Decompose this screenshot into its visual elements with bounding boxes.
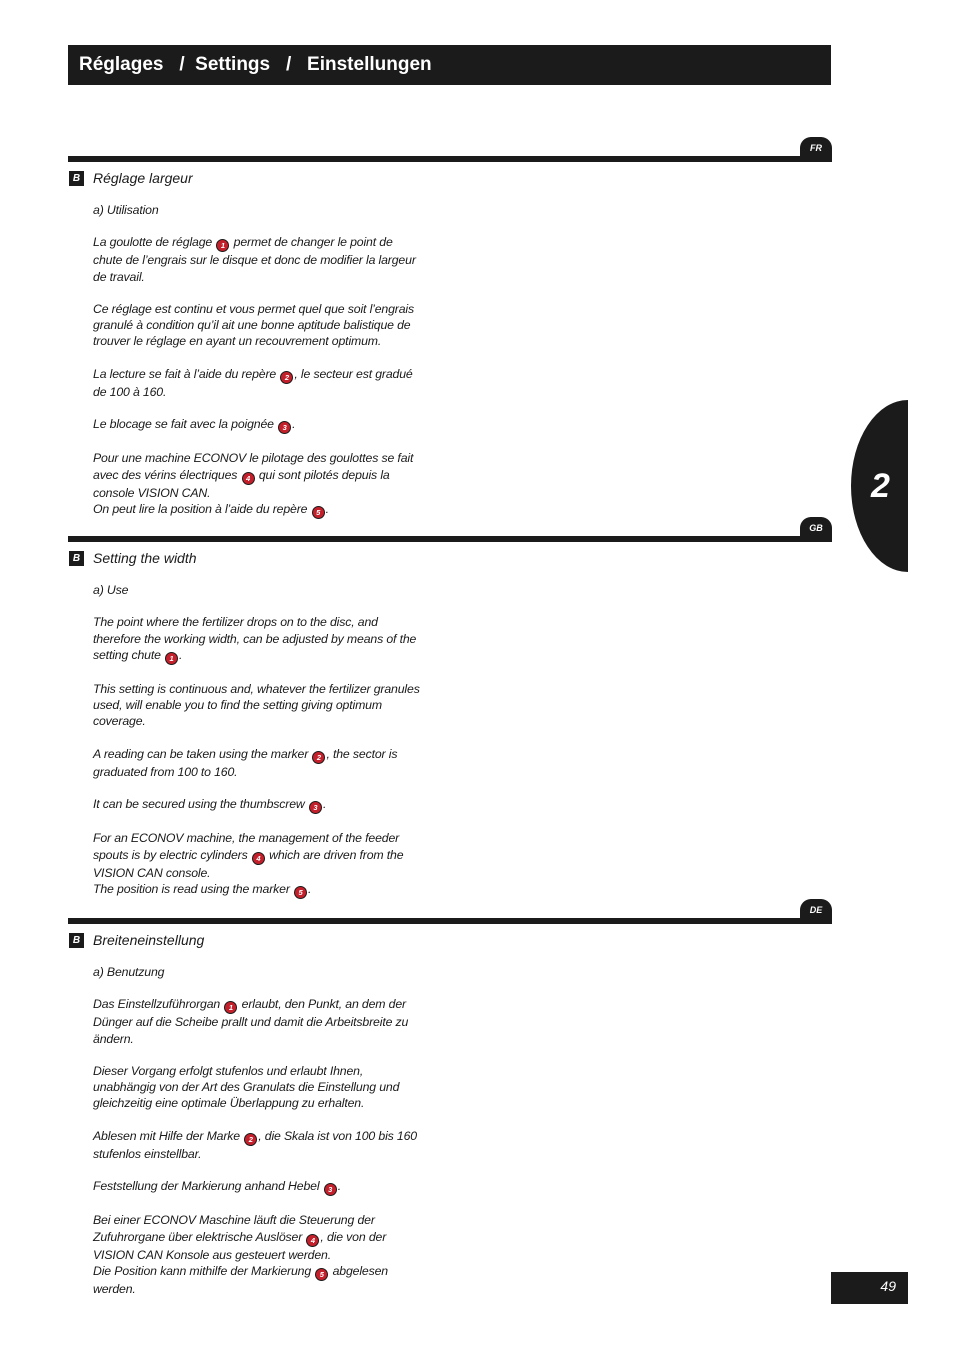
paragraph-text: .: [337, 1179, 341, 1194]
chapter-tab: 2: [851, 400, 908, 572]
callout-number-icon: 5: [294, 886, 307, 899]
section-marker-gb: B: [69, 551, 84, 566]
paragraph-text: .: [322, 797, 327, 812]
callout-number-icon: 2: [280, 371, 293, 384]
callout-number-icon: 2: [244, 1133, 257, 1146]
paragraph-text: erlaubt, den Punkt, an dem der Dünger auf die Scheibe prallt und damit die Arbeitsbreite zu ändern.: [93, 997, 409, 1046]
section-title-de: Breiteneinstellung: [93, 932, 205, 948]
paragraph-text: Dieser Vorgang erfolgt stufenlos und erlaubt Ihnen, unabhängig von der Art des Granulats die Einstellung und gleichzeitig eine optimale Überlappung zu erhalten.: [93, 1063, 400, 1111]
section-body-fr: [93, 202, 423, 519]
paragraph-text: Bei einer ECONOV Maschine läuft die Steuerung der Zufuhrorgane über elektrische Auslöser: [93, 1213, 375, 1244]
paragraph-text: abgelesen werden.: [93, 1263, 388, 1296]
paragraph: [93, 796, 423, 814]
paragraph-text: .: [308, 881, 312, 896]
callout-number-icon: 4: [252, 852, 265, 865]
paragraph-text: Ce réglage est continu et vous permet quel que soit l’engrais granulé à condition qu’il ait une bonne aptitude balistique de trouver le réglage en ayant un recouvrement optimum.: [93, 301, 415, 349]
page-header: Réglages / Settings / Einstellungen: [68, 45, 831, 85]
callout-number-icon: 1: [216, 239, 229, 252]
lang-tab-fr: FR: [800, 137, 832, 159]
callout-number-icon: 3: [278, 421, 291, 434]
paragraph-text: The position is read using the marker: [93, 881, 294, 896]
paragraph: [93, 1212, 423, 1297]
section-body-de: [93, 964, 423, 1297]
paragraph: [93, 234, 423, 284]
paragraph: [93, 450, 423, 518]
paragraph: [93, 202, 423, 218]
paragraph: [93, 996, 423, 1046]
paragraph-text: Feststellung der Markierung anhand Hebel: [93, 1179, 323, 1194]
paragraph: [93, 416, 423, 434]
paragraph-text: , the sector is graduated from 100 to 160.: [93, 746, 398, 779]
callout-number-icon: 5: [312, 506, 325, 519]
paragraph: [93, 681, 423, 730]
paragraph-text: The point where the fertilizer drops on to the disc, and therefore the working width, can be adjusted by means of the setting chute: [93, 615, 417, 662]
section-rule-gb: [68, 536, 832, 542]
callout-number-icon: 3: [309, 801, 322, 814]
paragraph-text: Die Position kann mithilfe der Markierung: [93, 1263, 315, 1278]
paragraph-text: a) Benutzung: [93, 965, 165, 979]
paragraph: [93, 614, 423, 664]
paragraph: [93, 1128, 423, 1162]
paragraph-text: Pour une machine ECONOV le pilotage des goulottes se fait avec des vérins électriques: [93, 451, 414, 482]
paragraph-text: A reading can be taken using the marker: [93, 746, 312, 761]
paragraph-text: which are driven from the VISION CAN console.: [93, 847, 404, 880]
lang-tab-gb: GB: [800, 517, 832, 539]
paragraph-text: This setting is continuous and, whatever the fertilizer granules used, will enable you to find the setting giving optimum coverage.: [93, 681, 420, 729]
section-marker-fr: B: [69, 171, 84, 186]
callout-number-icon: 5: [315, 1268, 328, 1281]
paragraph-text: Le blocage se fait avec la poignée: [93, 417, 278, 432]
paragraph-text: a) Utilisation: [93, 203, 159, 217]
paragraph: [93, 582, 423, 598]
paragraph-text: It can be secured using the thumbscrew: [93, 797, 308, 812]
section-title-gb: Setting the width: [93, 550, 197, 566]
page-number: 49: [831, 1272, 908, 1304]
paragraph-text: , die Skala ist von 100 bis 160 stufenlos einstellbar.: [93, 1128, 417, 1161]
callout-number-icon: 3: [324, 1183, 337, 1196]
callout-number-icon: 1: [224, 1001, 237, 1014]
paragraph-text: .: [292, 417, 296, 432]
paragraph: [93, 1178, 423, 1196]
paragraph-text: Das Einstellzuführorgan: [93, 997, 224, 1012]
section-marker-de: B: [69, 933, 84, 948]
paragraph-text: .: [179, 647, 183, 662]
section-body-gb: [93, 582, 423, 899]
paragraph-text: La goulotte de réglage: [93, 235, 216, 250]
paragraph-text: permet de changer le point de chute de l’engrais sur le disque et donc de modifier la largeur de travail.: [93, 235, 416, 284]
callout-number-icon: 2: [312, 751, 325, 764]
section-rule-de: [68, 918, 832, 924]
callout-number-icon: 4: [242, 472, 255, 485]
callout-number-icon: 1: [165, 652, 178, 665]
paragraph: [93, 964, 423, 980]
paragraph-text: La lecture se fait à l’aide du repère: [93, 366, 280, 381]
paragraph: [93, 366, 423, 400]
paragraph: [93, 830, 423, 898]
section-title-fr: Réglage largeur: [93, 170, 193, 186]
paragraph-text: Ablesen mit Hilfe der Marke: [93, 1128, 244, 1143]
paragraph-text: For an ECONOV machine, the management of the feeder spouts is by electric cylinders: [93, 831, 400, 862]
callout-number-icon: 4: [306, 1234, 319, 1247]
paragraph-text: , die von der VISION CAN Konsole aus gesteuert werden.: [93, 1229, 387, 1262]
paragraph: [93, 1063, 423, 1112]
paragraph-text: On peut lire la position à l’aide du repère: [93, 501, 311, 516]
paragraph-text: a) Use: [93, 583, 129, 597]
paragraph-text: qui sont pilotés depuis la console VISION CAN.: [93, 467, 390, 500]
paragraph-text: , le secteur est gradué de 100 à 160.: [93, 366, 413, 399]
section-rule-fr: [68, 156, 832, 162]
paragraph: [93, 746, 423, 780]
paragraph-text: .: [325, 501, 329, 516]
lang-tab-de: DE: [800, 899, 832, 921]
paragraph: [93, 301, 423, 350]
